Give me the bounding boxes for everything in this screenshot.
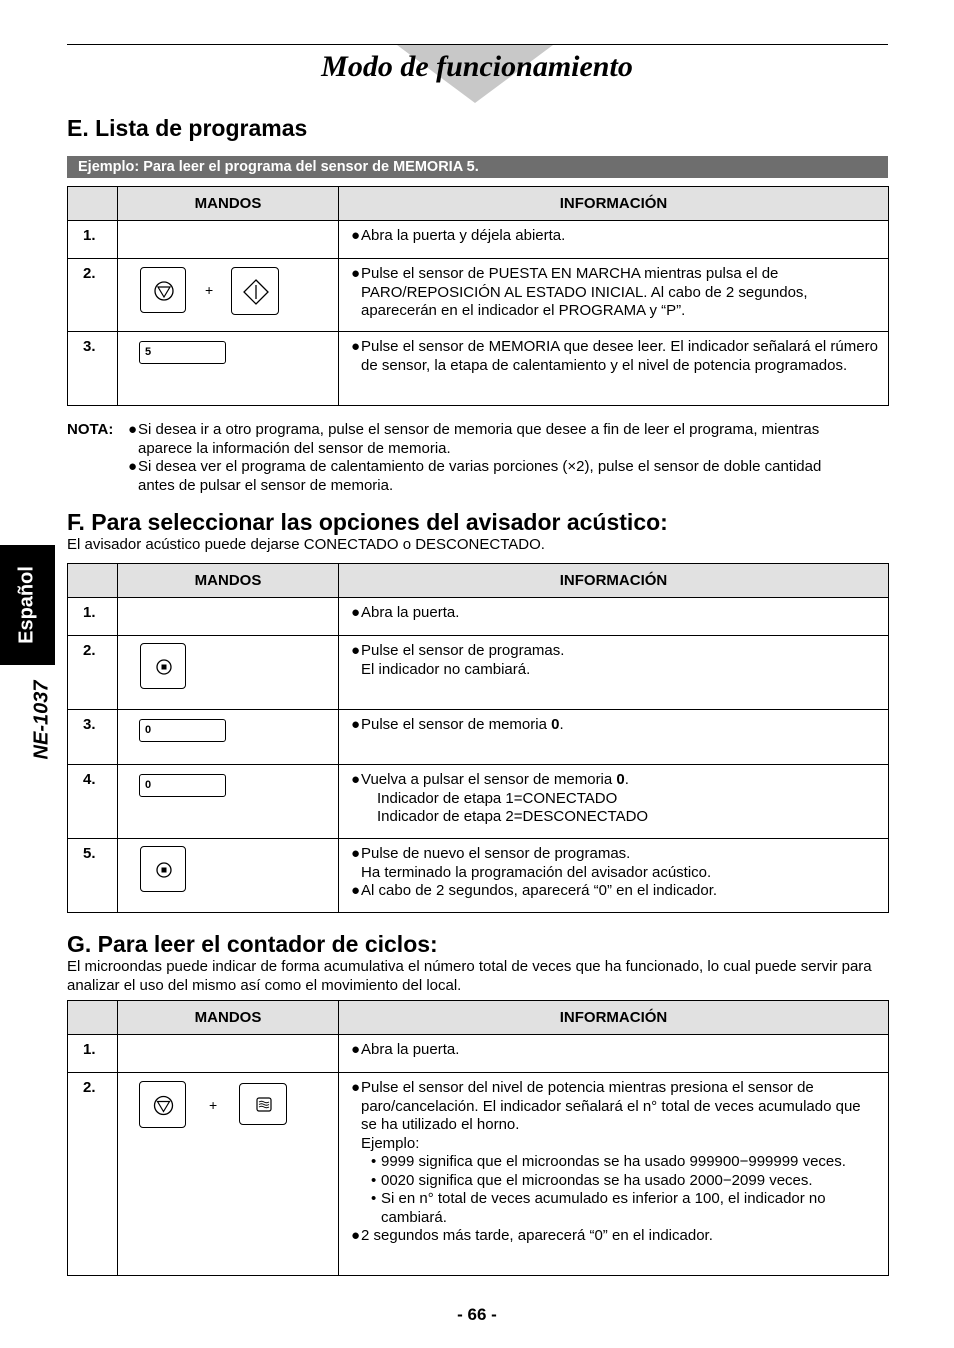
sub-bullet: • 9999 significa que el microondas se ha usado 999900−999999 veces.: [371, 1153, 846, 1170]
info-cell: [339, 1073, 889, 1276]
controls-cell: [118, 1073, 339, 1276]
table-f: [67, 563, 889, 913]
header-mandos: MANDOS: [118, 187, 339, 221]
info-cell: [339, 332, 889, 406]
info-cell: [339, 598, 889, 636]
start-key-icon[interactable]: [231, 267, 279, 315]
power-level-key-icon[interactable]: [239, 1083, 287, 1125]
stop-reset-key-icon[interactable]: [140, 267, 186, 313]
controls-cell: [118, 598, 339, 636]
info-cell: [339, 1035, 889, 1073]
info-line: El indicador no cambiará.: [361, 660, 531, 678]
info-line: Ha terminado la programación del avisador acústico.: [361, 863, 712, 881]
section-f-title: F. Para seleccionar las opciones del avisador acústico:: [67, 509, 668, 535]
bullet-item: ●Abra la puerta y déjela abierta.: [351, 227, 566, 244]
info-cell: [339, 710, 889, 765]
page-number: - 66 -: [457, 1305, 497, 1324]
table-row: [68, 710, 889, 765]
step-number: 5.: [68, 839, 118, 913]
section-f-subtitle: El avisador acústico puede dejarse CONECTADO o DESCONECTADO.: [67, 536, 545, 553]
plus-sign: +: [209, 1097, 218, 1113]
memory-key-0[interactable]: 0: [139, 719, 226, 742]
stop-cancel-key-icon[interactable]: [139, 1081, 186, 1128]
section-e-example: Ejemplo: Para leer el programa del sensor de MEMORIA 5.: [67, 156, 888, 178]
step-number: 4.: [68, 765, 118, 839]
table-row: [68, 1073, 889, 1276]
table-header: [68, 564, 889, 598]
bullet-item: ●Pulse el sensor de programas.: [351, 642, 565, 659]
model-label: NE-1037: [30, 680, 53, 760]
plus-sign: +: [205, 282, 214, 298]
table-row: [68, 221, 889, 259]
table-header: [68, 187, 889, 221]
info-cell: [339, 636, 889, 710]
info-cell: [339, 259, 889, 332]
page-title: Modo de funcionamiento: [321, 50, 633, 83]
info-cell: [339, 765, 889, 839]
nota-item: ●Si desea ver el programa de calentamiento de varias porciones (×2), pulse el sensor de doble cantidad antes de pulsar el sensor de memoria.: [128, 458, 822, 494]
step-number: 1.: [68, 221, 118, 259]
table-row: [68, 1035, 889, 1073]
bullet-item: ●Pulse de nuevo el sensor de programas.: [351, 845, 631, 862]
nota-item: ●Si desea ir a otro programa, pulse el sensor de memoria que desee a fin de leer el programa, mientras aparece la información del sensor de memoria.: [128, 421, 820, 457]
header-mandos: MANDOS: [118, 564, 339, 598]
step-number: 2.: [68, 259, 118, 332]
info-cell: [339, 221, 889, 259]
table-g: [67, 1000, 889, 1276]
bullet-item: ●Vuelva a pulsar el sensor de memoria 0.: [351, 771, 629, 788]
table-row: [68, 259, 889, 332]
header-blank: [68, 1001, 118, 1035]
step-number: 3.: [68, 332, 118, 406]
step-number: 3.: [68, 710, 118, 765]
bullet-item: ●Pulse el sensor del nivel de potencia mientras presiona el sensor de paro/cancelación. El indicador señalará el n° total de veces acumulado que se ha utilizado el horno.: [351, 1079, 861, 1133]
header-blank: [68, 564, 118, 598]
info-line: Indicador de etapa 1=CONECTADO: [377, 789, 618, 807]
controls-cell: [118, 332, 339, 406]
info-line: Indicador de etapa 2=DESCONECTADO: [377, 808, 649, 825]
controls-cell: [118, 259, 339, 332]
controls-cell: [118, 839, 339, 913]
table-header: [68, 1001, 889, 1035]
sub-bullet: • 0020 significa que el microondas se ha usado 2000−2099 veces.: [371, 1171, 813, 1189]
nota-label: NOTA:: [67, 421, 114, 438]
language-label: Español: [15, 566, 38, 644]
header-blank: [68, 187, 118, 221]
table-row: [68, 839, 889, 913]
section-g-subtitle: El microondas puede indicar de forma acumulativa el número total de veces que ha funcionado, lo cual puede servir para analizar el uso del mismo así como el movimiento del local.: [67, 958, 872, 994]
memory-key-5[interactable]: 5: [139, 341, 226, 364]
table-row: [68, 598, 889, 636]
header-info: INFORMACIÓN: [339, 187, 889, 221]
step-number: 1.: [68, 1035, 118, 1073]
bullet-item: ●Pulse el sensor de MEMORIA que desee leer. El indicador señalará el rúmero de sensor, la etapa de calentamiento y el nivel de potencia programados.: [351, 338, 878, 374]
step-number: 1.: [68, 598, 118, 636]
controls-cell: [118, 710, 339, 765]
table-row: [68, 636, 889, 710]
header-mandos: MANDOS: [118, 1001, 339, 1035]
header-info: INFORMACIÓN: [339, 1001, 889, 1035]
sub-bullet: • Si en n° total de veces acumulado es inferior a 100, el indicador no cambiará.: [371, 1190, 826, 1226]
memory-key-0[interactable]: 0: [139, 774, 226, 797]
header-info: INFORMACIÓN: [339, 564, 889, 598]
section-g-title: G. Para leer el contador de ciclos:: [67, 931, 438, 957]
bullet-item: ●Abra la puerta.: [351, 604, 460, 621]
info-cell: [339, 839, 889, 913]
section-e-title: E. Lista de programas: [67, 115, 308, 141]
bullet-item: ●Pulse el sensor de PUESTA EN MARCHA mientras pulsa el de PARO/REPOSICIÓN AL ESTADO INICIAL. Al cabo de 2 segundos, aparecerán en el indicador el PROGRAMA y “P”.: [351, 265, 808, 319]
program-key-icon[interactable]: [140, 643, 186, 689]
controls-cell: [118, 1035, 339, 1073]
info-line: Ejemplo:: [361, 1134, 420, 1152]
step-number: 2.: [68, 1073, 118, 1276]
bullet-item: ●2 segundos más tarde, aparecerá “0” en el indicador.: [351, 1227, 713, 1244]
table-row: [68, 332, 889, 406]
bullet-item: ●Pulse el sensor de memoria 0.: [351, 716, 564, 733]
controls-cell: [118, 765, 339, 839]
program-key-icon[interactable]: [140, 846, 186, 892]
controls-cell: [118, 221, 339, 259]
table-row: [68, 765, 889, 839]
table-e: [67, 186, 889, 406]
bullet-item: ●Al cabo de 2 segundos, aparecerá “0” en el indicador.: [351, 882, 718, 899]
controls-cell: [118, 636, 339, 710]
step-number: 2.: [68, 636, 118, 710]
bullet-item: ●Abra la puerta.: [351, 1041, 460, 1058]
